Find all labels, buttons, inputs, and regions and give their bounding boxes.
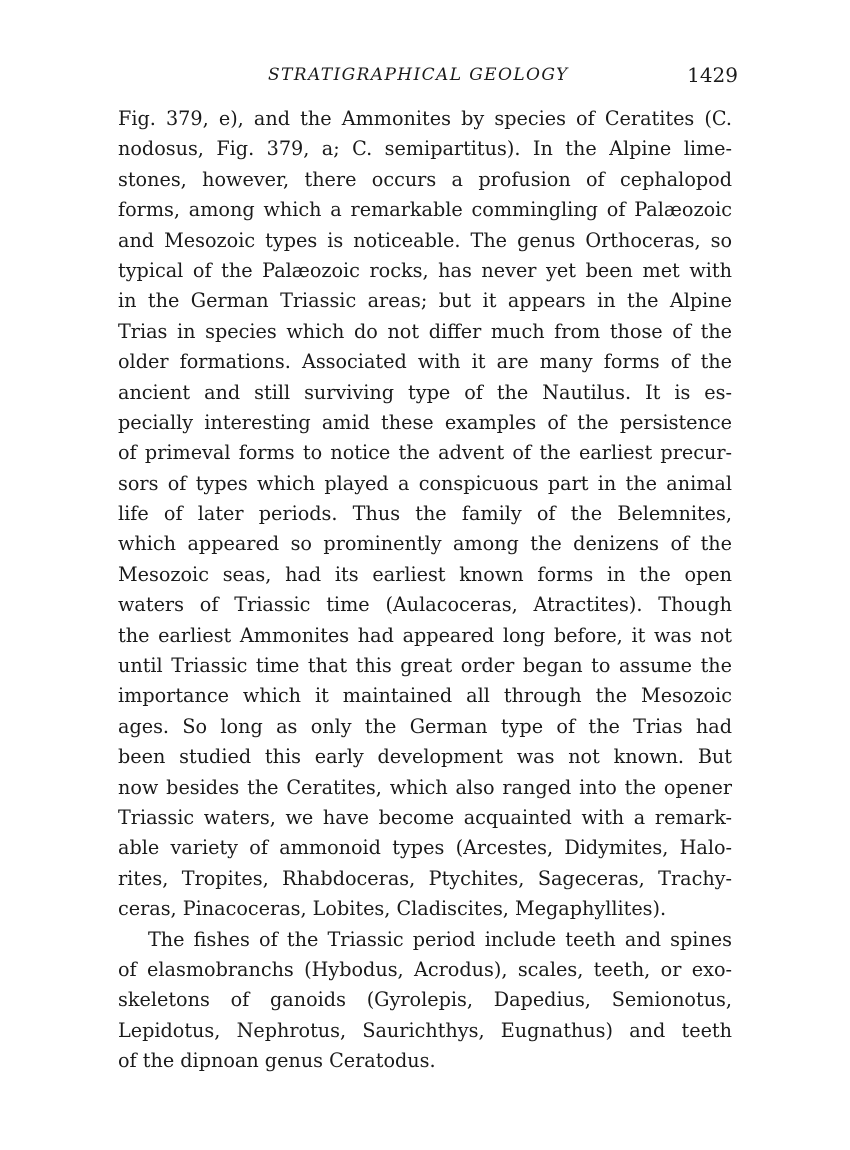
- text-line: sors of types which played a conspicuous part in the animal: [118, 471, 732, 495]
- text-line: of the dipnoan genus Ceratodus.: [118, 1049, 436, 1073]
- text-line: older formations. Associated with it are many forms of the: [118, 350, 732, 374]
- body-text: [118, 104, 732, 1077]
- text-line: ages. So long as only the German type of the Trias had: [118, 714, 732, 738]
- text-line: able variety of ammonoid types (Arcestes, Didymites, Halo-: [118, 836, 732, 860]
- text-line: typical of the Palæozoic rocks, has never yet been met with: [118, 258, 732, 282]
- page-number: 1429: [687, 63, 738, 87]
- text-line: The fishes of the Triassic period include teeth and spines: [148, 927, 732, 951]
- text-line: Mesozoic seas, had its earliest known forms in the open: [118, 562, 732, 586]
- text-line: ancient and still surviving type of the Nautilus. It is es-: [118, 380, 732, 404]
- text-line: of primeval forms to notice the advent of the earliest precur-: [118, 441, 732, 465]
- text-line: Fig. 379, e), and the Ammonites by species of Ceratites (C.: [118, 107, 732, 130]
- text-line: pecially interesting amid these examples of the persistence: [118, 410, 732, 434]
- text-line: skeletons of ganoids (Gyrolepis, Dapedius, Semionotus,: [118, 988, 732, 1012]
- text-line: waters of Triassic time (Aulacoceras, Atractites). Though: [118, 593, 732, 617]
- text-line: Trias in species which do not differ much from those of the: [118, 319, 732, 343]
- paragraph: [118, 925, 732, 1077]
- running-head: [118, 60, 738, 90]
- text-line: stones, however, there occurs a profusion of cephalopod: [118, 167, 732, 191]
- text-line: forms, among which a remarkable commingling of Palæozoic: [118, 198, 732, 222]
- running-title: STRATIGRAPHICAL GEOLOGY: [268, 65, 569, 85]
- text-line: which appeared so prominently among the denizens of the: [118, 532, 732, 556]
- text-line: until Triassic time that this great order began to assume the: [118, 654, 732, 678]
- text-line: nodosus, Fig. 379, a; C. semipartitus). In the Alpine lime-: [118, 137, 732, 161]
- text-line: importance which it maintained all through the Mesozoic: [118, 684, 732, 708]
- text-line: now besides the Ceratites, which also ranged into the opener: [118, 775, 732, 799]
- text-line: Triassic waters, we have become acquainted with a remark-: [118, 805, 732, 829]
- text-line: of elasmobranchs (Hybodus, Acrodus), scales, teeth, or exo-: [118, 957, 732, 981]
- text-line: rites, Tropites, Rhabdoceras, Ptychites, Sageceras, Trachy-: [118, 866, 732, 890]
- text-line: ceras, Pinacoceras, Lobites, Cladiscites, Megaphyllites).: [118, 897, 667, 921]
- text-line: the earliest Ammonites had appeared long before, it was not: [118, 623, 732, 647]
- paragraph: [118, 104, 732, 925]
- text-line: been studied this early development was not known. But: [118, 745, 732, 769]
- text-line: life of later periods. Thus the family of the Belemnites,: [118, 502, 732, 526]
- text-line: in the German Triassic areas; but it appears in the Alpine: [118, 289, 732, 313]
- text-line: and Mesozoic types is noticeable. The genus Orthoceras, so: [118, 228, 732, 252]
- text-line: Lepidotus, Nephrotus, Saurichthys, Eugnathus) and teeth: [118, 1018, 732, 1042]
